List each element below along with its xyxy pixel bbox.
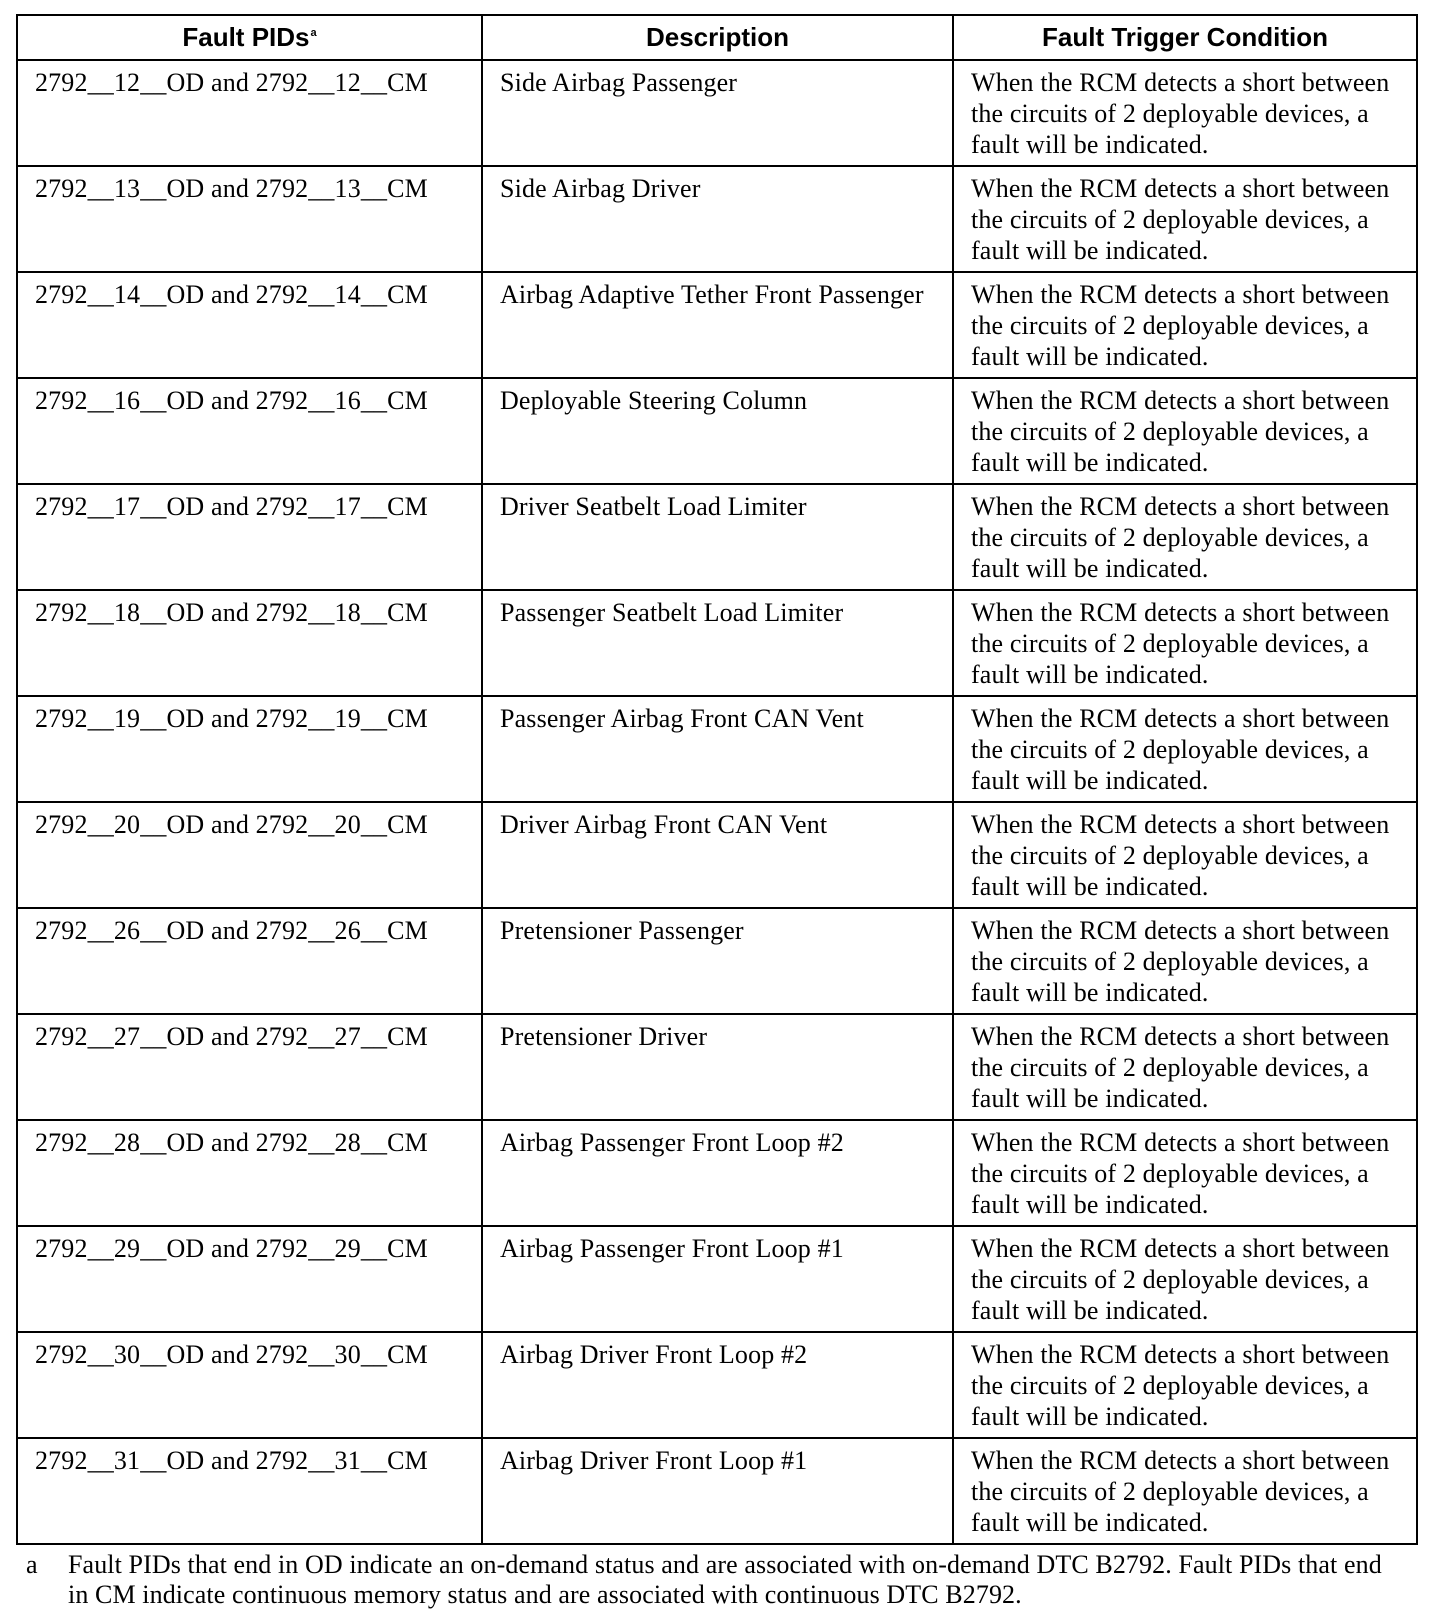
table-row: [17, 166, 1417, 272]
condition-cell: When the RCM detects a short between the circuits of 2 deployable devices, a fault will be indicated.: [953, 1438, 1417, 1544]
description-cell: Airbag Driver Front Loop #2: [482, 1332, 953, 1438]
fault-pid-cell: 2792__18__OD and 2792__18__CM: [17, 590, 482, 696]
footnote-letter: a: [26, 1550, 38, 1579]
description-cell: Airbag Passenger Front Loop #2: [482, 1120, 953, 1226]
fault-pid-cell: 2792__28__OD and 2792__28__CM: [17, 1120, 482, 1226]
description-cell: Driver Airbag Front CAN Vent: [482, 802, 953, 908]
fault-pid-cell: 2792__20__OD and 2792__20__CM: [17, 802, 482, 908]
fault-pid-cell: 2792__12__OD and 2792__12__CM: [17, 60, 482, 166]
description-cell: Pretensioner Passenger: [482, 908, 953, 1014]
description-cell: Side Airbag Passenger: [482, 60, 953, 166]
table-row: [17, 908, 1417, 1014]
footnote-marker: a: [310, 27, 317, 40]
fault-pid-cell: 2792__30__OD and 2792__30__CM: [17, 1332, 482, 1438]
fault-pid-cell: 2792__19__OD and 2792__19__CM: [17, 696, 482, 802]
fault-pid-cell: 2792__31__OD and 2792__31__CM: [17, 1438, 482, 1544]
description-cell: Airbag Driver Front Loop #1: [482, 1438, 953, 1544]
condition-cell: When the RCM detects a short between the circuits of 2 deployable devices, a fault will be indicated.: [953, 378, 1417, 484]
table-row: [17, 590, 1417, 696]
condition-cell: When the RCM detects a short between the circuits of 2 deployable devices, a fault will be indicated.: [953, 802, 1417, 908]
fault-pid-cell: 2792__17__OD and 2792__17__CM: [17, 484, 482, 590]
description-cell: Side Airbag Driver: [482, 166, 953, 272]
header-condition: Fault Trigger Condition: [953, 15, 1417, 60]
fault-pid-cell: 2792__29__OD and 2792__29__CM: [17, 1226, 482, 1332]
fault-pid-cell: 2792__16__OD and 2792__16__CM: [17, 378, 482, 484]
table-row: [17, 1014, 1417, 1120]
table-row: [17, 802, 1417, 908]
table-body: [17, 60, 1417, 1544]
table-row: [17, 378, 1417, 484]
document-page: [16, 14, 1416, 1545]
footnote: [26, 1550, 1426, 1610]
table-row: [17, 1226, 1417, 1332]
table-row: [17, 60, 1417, 166]
table-row: [17, 272, 1417, 378]
table-header: [17, 15, 1417, 60]
fault-pid-cell: 2792__26__OD and 2792__26__CM: [17, 908, 482, 1014]
condition-cell: When the RCM detects a short between the circuits of 2 deployable devices, a fault will be indicated.: [953, 484, 1417, 590]
condition-cell: When the RCM detects a short between the circuits of 2 deployable devices, a fault will be indicated.: [953, 60, 1417, 166]
description-cell: Driver Seatbelt Load Limiter: [482, 484, 953, 590]
fault-pid-cell: 2792__27__OD and 2792__27__CM: [17, 1014, 482, 1120]
condition-cell: When the RCM detects a short between the circuits of 2 deployable devices, a fault will be indicated.: [953, 272, 1417, 378]
header-description: Description: [482, 15, 953, 60]
condition-cell: When the RCM detects a short between the circuits of 2 deployable devices, a fault will be indicated.: [953, 696, 1417, 802]
description-cell: Airbag Adaptive Tether Front Passenger: [482, 272, 953, 378]
table-row: [17, 1332, 1417, 1438]
header-row: [17, 15, 1417, 60]
description-cell: Passenger Airbag Front CAN Vent: [482, 696, 953, 802]
table-row: [17, 696, 1417, 802]
header-fault-pids-label: Fault PIDs: [182, 22, 310, 52]
fault-pid-table: [16, 14, 1418, 1545]
header-fault-pids: [17, 15, 482, 60]
condition-cell: When the RCM detects a short between the circuits of 2 deployable devices, a fault will be indicated.: [953, 1014, 1417, 1120]
table-row: [17, 1120, 1417, 1226]
description-cell: Airbag Passenger Front Loop #1: [482, 1226, 953, 1332]
description-cell: Passenger Seatbelt Load Limiter: [482, 590, 953, 696]
footnote-text: Fault PIDs that end in OD indicate an on-demand status and are associated with on-demand DTC B2792. Fault PIDs that end in CM indicate continuous memory status and are associated with continuous DTC B2792.: [68, 1550, 1382, 1609]
condition-cell: When the RCM detects a short between the circuits of 2 deployable devices, a fault will be indicated.: [953, 166, 1417, 272]
condition-cell: When the RCM detects a short between the circuits of 2 deployable devices, a fault will be indicated.: [953, 908, 1417, 1014]
condition-cell: When the RCM detects a short between the circuits of 2 deployable devices, a fault will be indicated.: [953, 590, 1417, 696]
description-cell: Pretensioner Driver: [482, 1014, 953, 1120]
fault-pid-cell: 2792__14__OD and 2792__14__CM: [17, 272, 482, 378]
description-cell: Deployable Steering Column: [482, 378, 953, 484]
table-row: [17, 1438, 1417, 1544]
fault-pid-cell: 2792__13__OD and 2792__13__CM: [17, 166, 482, 272]
condition-cell: When the RCM detects a short between the circuits of 2 deployable devices, a fault will be indicated.: [953, 1332, 1417, 1438]
condition-cell: When the RCM detects a short between the circuits of 2 deployable devices, a fault will be indicated.: [953, 1226, 1417, 1332]
table-row: [17, 484, 1417, 590]
condition-cell: When the RCM detects a short between the circuits of 2 deployable devices, a fault will be indicated.: [953, 1120, 1417, 1226]
